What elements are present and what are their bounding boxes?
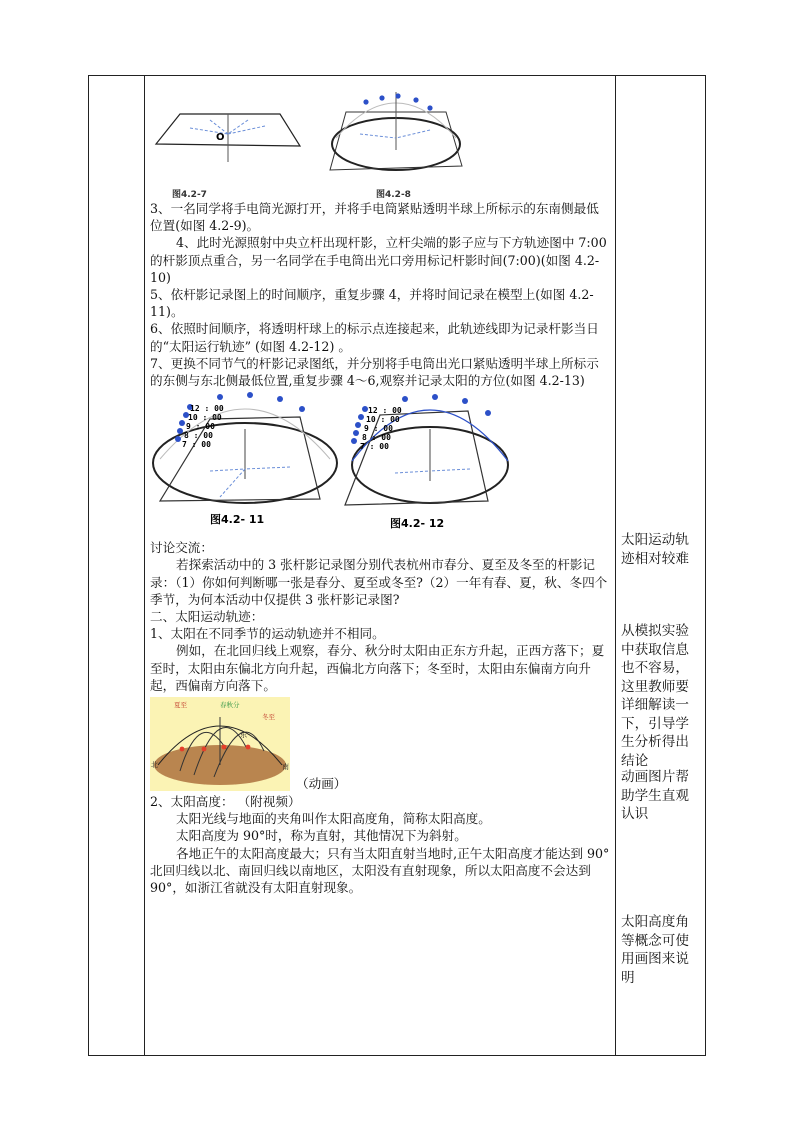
time-label: 8 : 00 (184, 431, 213, 441)
east-label: 东 (240, 731, 247, 740)
time-label: 9 : 00 (364, 424, 393, 434)
figure-caption: 图4.2-8 (376, 190, 411, 200)
definition-2: 太阳高度为 90°时，称为直射，其他情况下为斜射。 (176, 828, 467, 844)
discussion-title: 讨论交流： (150, 540, 213, 556)
summer-label: 夏至 (174, 701, 187, 710)
column-divider-2 (615, 76, 616, 1055)
sun-path-figure (150, 697, 290, 791)
figure-caption: 图4.2- 11 (210, 513, 265, 527)
sun-path-figure-row (150, 697, 610, 793)
content-column (150, 78, 610, 896)
step-5: 5、依杆影记录图上的时间顺序，重复步骤 4，并将时间记录在模型上(如图 4.2-11)。 (150, 287, 594, 320)
section-2-sub1: 1、太阳在不同季节的运动轨迹并不相同。 (150, 626, 385, 642)
note-4: 太阳高度角等概念可使用画图来说明 (621, 914, 689, 986)
figure-caption: 图4.2- 12 (390, 517, 445, 531)
figure-4-2-7 (156, 114, 300, 200)
step-6: 6、依照时间顺序，将透明杆球上的标示点连接起来，此轨迹线即为记录杆影当日的“太阳运行轨迹” (如图 4.2-12) 。 (150, 321, 599, 354)
note-3: 动画图片帮助学生直观认识 (621, 769, 689, 822)
animation-label: （动画） (296, 776, 347, 792)
step-4: 4、此时光源照射中央立杆出现杆影，立杆尖端的影子应与下方轨迹图中 7:00 的杆影顶点重合，另一名同学在手电筒出光口旁用标记杆影时间(7:00)(如图 4.2-10) (150, 235, 607, 285)
section-2-title: 二、太阳运动轨迹： (150, 609, 264, 625)
figure-row-top (150, 78, 610, 200)
time-label: 9 : 00 (186, 422, 215, 432)
south-label: 南 (282, 763, 289, 772)
time-label: 10 : 00 (366, 415, 400, 425)
svg-text:O: O (216, 132, 225, 143)
time-label: 7 : 00 (182, 440, 211, 450)
step-7: 7、更换不同节气的杆影记录图纸，并分别将手电筒出光口紧贴透明半球上所标示的东侧与东北侧最低位置,重复步骤 4～6,观察并记录太阳的方位(如图 4.2-13) (150, 355, 599, 389)
section-2-example: 例如，在北回归线上观察，春分、秋分时太阳由正东方升起，正西方落下；夏至时，太阳由东偏北方向升起，西偏北方向落下；冬至时，太阳由东偏南方向升起，西偏南方向落下。 (150, 643, 605, 693)
time-label: 7 : 00 (360, 442, 389, 452)
figure-4-2-11 (153, 392, 337, 526)
discussion-body: 若探索活动中的 3 张杆影记录图分别代表杭州市春分、夏至及冬至的杆影记录：（1）你如何判断哪一张是春分、夏至或冬至?（2）一年有春、夏，秋、冬四个季节，为何本活动中仅提供 3 张杆影记录图? (150, 557, 608, 607)
section-2-sub2: 2、太阳高度： （附视频） (150, 794, 301, 810)
time-label: 12 : 00 (368, 406, 402, 416)
equinox-label: 春秋分 (220, 701, 240, 710)
figure-row-middle (150, 389, 610, 539)
column-divider-1 (144, 76, 145, 1055)
figure-4-2-12 (345, 394, 508, 530)
note-1: 太阳运动轨迹相对较难 (621, 532, 689, 567)
figure-4-2-8 (330, 92, 462, 200)
time-label: 8 : 00 (362, 433, 391, 443)
step-3: 3、一名同学将手电筒光源打开，并将手电筒紧贴透明半球上所标示的东南侧最低位置(如图 4.2-9)。 (150, 201, 599, 234)
winter-label: 冬至 (262, 713, 275, 722)
north-label: 北 (151, 761, 158, 770)
definition-1: 太阳光线与地面的夹角叫作太阳高度角，简称太阳高度。 (176, 811, 491, 827)
time-label: 10 : 00 (188, 413, 222, 423)
note-2: 从模拟实验中获取信息也不容易，这里教师要详细解读一下，引导学生分析得出结论 (621, 623, 689, 769)
definition-3: 各地正午的太阳高度最大；只有当太阳直射当地时,正午太阳高度才能达到 90° 北回归线以北、南回归线以南地区，太阳没有直射现象，所以太阳高度不会达到 90°，如浙江省就没有太阳直射现象。 (150, 845, 610, 896)
time-label: 12 : 00 (190, 404, 224, 414)
figure-caption: 图4.2-7 (172, 190, 207, 200)
